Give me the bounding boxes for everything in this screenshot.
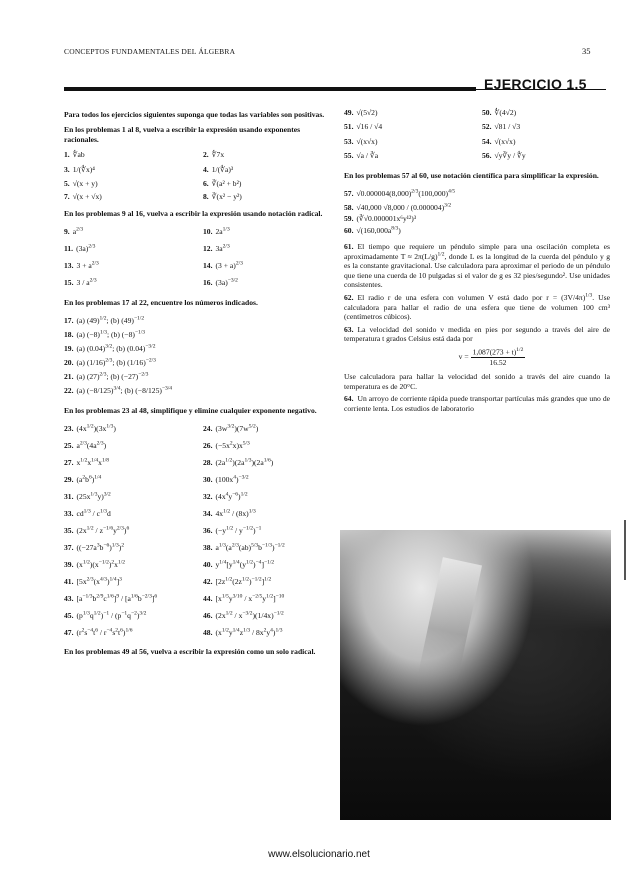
problem-expression: $(2x^{1/2} / z^{-1/6}y^{2/3})^6$ (76, 525, 130, 535)
problem-text: La velocidad del sonido v medida en pies por segundo a través del aire de temperatura t grados Celsius está dada por (344, 324, 610, 344)
problem-number: 42. (203, 576, 213, 586)
left-column (64, 110, 332, 663)
problem-number: 46. (203, 610, 213, 620)
problems-17-22 (64, 313, 332, 397)
problem-item (203, 574, 332, 588)
problem-expression: $a^{2/3}(4a^{2/3})$ (76, 440, 107, 450)
problem-expression: √(x + √x) (72, 191, 102, 201)
problem-expression: $(2x^{1/2} / x^{-3/2})(1/4x)^{-1/2}$ (215, 610, 284, 620)
problem-item (203, 225, 332, 239)
problem-expression: $(r^2s^{-4}t^6 / r^{-4}s^2t^6)^{1/6}$ (76, 627, 133, 637)
problem-item (203, 421, 332, 435)
right-column (344, 108, 610, 416)
problem-expression: √40,000 $√8,000 / (0.000004)^{3/2}$ (356, 202, 452, 212)
problem-item (203, 192, 332, 201)
problems-23-48 (64, 421, 332, 639)
problem-item (64, 163, 193, 176)
problem-number: 52. (482, 122, 492, 132)
problem-expression: $a^{2/3}$ (72, 226, 84, 237)
problem-number: 26. (203, 440, 213, 450)
problem-number: 44. (203, 593, 213, 603)
formula-lhs: v = (458, 351, 469, 361)
problem-item (203, 625, 332, 639)
problem-number: 1. (64, 150, 70, 160)
problems-57-60 (344, 186, 610, 238)
problem-number: 35. (64, 525, 74, 535)
problem-number: 2. (203, 150, 209, 160)
problem-expression: $a^{1/3}(a^{2/3}(ab)^{5/3}b^{-1/3})^{-1/2}$ (215, 542, 285, 552)
problem-number: 18. (64, 329, 74, 339)
problem-expression: √(x + y) (72, 179, 98, 189)
problem-item (64, 327, 332, 341)
problem-expression: 1/(∜a)³ (211, 164, 234, 174)
problem-number: 10. (203, 227, 213, 237)
problem-number: 64. (344, 394, 354, 404)
instructions-17-22: En los problemas 17 al 22, encuentre los números indicados. (64, 297, 258, 307)
problem-number: 61. (344, 241, 354, 251)
problem-item (64, 355, 332, 369)
problem-number: 58. (344, 202, 354, 212)
problem-expression: ∜(4√2) (494, 108, 517, 117)
problem-expression: $3 / a^{2/3}$ (76, 277, 97, 288)
formula-numerator: $1,087(273 + t)^{1/2}$ (472, 346, 524, 357)
problem-expression: $cd^{1/3} / c^{1/3}d$ (76, 508, 111, 518)
problem-63-continued: Use calculadora para hallar la velocidad del sonido a través del aire cuando la temperatura es de 20°C. (344, 372, 610, 391)
problems-9-16 (64, 225, 332, 290)
problem-item (64, 540, 193, 554)
problem-number: 45. (64, 610, 74, 620)
problem-item (64, 591, 193, 605)
problem-item (64, 192, 193, 201)
problem-expression: $(x^{1/2}y^{1/4}z^{1/3} / 8x^2y^4)^{1/3}$ (215, 627, 283, 637)
problem-number: 59. (344, 214, 354, 224)
problem-expression: (a) $(49)^{1/2}$; (b) $(49)^{-1/2}$ (76, 315, 145, 325)
problem-item (203, 163, 332, 176)
problem-number: 7. (64, 191, 70, 201)
problem-expression: √(5√2) (356, 108, 378, 117)
problem-item (64, 455, 193, 469)
problem-item (203, 608, 332, 622)
problem-number: 62. (344, 293, 354, 303)
problem-expression: $(3a)^{2/3}$ (76, 243, 96, 254)
problem-item (344, 214, 610, 223)
problem-number: 50. (482, 108, 492, 117)
problem-expression: (∛√0.000001x⁶y¹²)³ (356, 214, 417, 224)
problem-number: 28. (203, 457, 213, 467)
problem-number: 29. (64, 474, 74, 484)
problem-number: 9. (64, 227, 70, 237)
problem-item (203, 540, 332, 554)
problem-expression: $(3w^{3/2})(7w^{5/2})$ (215, 423, 259, 433)
problem-expression: $(4x^4y^{-6})^{1/2}$ (215, 491, 248, 501)
problem-expression: $(3 + a)^{2/3}$ (215, 260, 243, 271)
problem-number: 34. (203, 508, 213, 518)
problem-item (344, 137, 472, 146)
running-header: CONCEPTOS FUNDAMENTALES DEL ÁLGEBRA (64, 47, 236, 56)
problem-expression: $((-27a^3b^{-6})^{1/3})^2$ (76, 542, 125, 552)
problem-text: Un arroyo de corriente rápida puede transportar partículas más grandes que uno de corriente lenta. Los estudios de laboratorio (344, 394, 610, 413)
problem-number: 3. (64, 164, 70, 174)
problem-expression: ∜ab (72, 150, 85, 160)
problem-item (64, 276, 193, 290)
instructions-57-60: En los problemas 57 al 60, use notación científica para simplificar la expresión. (344, 170, 599, 180)
problem-expression: $(3a)^{-3/2}$ (215, 277, 238, 288)
problem-expression: ∜7x (211, 150, 225, 160)
problem-number: 48. (203, 627, 213, 637)
problem-expression: $4x^{1/2} / (8x)^{1/3}$ (215, 508, 256, 518)
problem-item (64, 574, 193, 588)
problem-expression: (a) $(1/16)^{2/3}$; (b) $(1/16)^{-2/3}$ (76, 357, 156, 367)
footer-url: www.elsolucionario.net (268, 849, 370, 860)
problem-item (203, 591, 332, 605)
problem-number: 17. (64, 315, 74, 325)
problem-item (203, 506, 332, 520)
problem-61 (344, 242, 610, 290)
problem-item (482, 120, 610, 133)
problem-number: 22. (64, 386, 74, 396)
problem-expression: $3 + a^{2/3}$ (76, 260, 99, 271)
problem-number: 54. (482, 136, 492, 146)
problem-number: 19. (64, 343, 74, 353)
problem-expression: $[x^{1/5}y^{3/10} / x^{-2/5}y^{1/2}]^{-10}$ (215, 593, 285, 603)
problem-number: 40. (203, 559, 213, 569)
problem-expression: $√0.000004(8,000)^{2/3}(100,000)^{4/5}$ (356, 188, 456, 198)
problem-expression: $(-y^{1/2} / y^{-1/2})^{-1}$ (215, 525, 262, 535)
problem-expression: $(4x^{1/2})(3x^{1/3})$ (76, 423, 116, 433)
problem-item (64, 341, 332, 355)
problem-expression: ∛(a² + b²) (211, 179, 242, 189)
problem-expression: √81 / √3 (494, 122, 521, 132)
problem-item (482, 108, 610, 117)
problem-expression: $2a^{1/3}$ (215, 226, 230, 237)
problem-item (344, 224, 610, 238)
problem-number: 56. (482, 151, 492, 161)
problem-item (203, 150, 332, 159)
problem-item (203, 179, 332, 188)
formula-denominator: 16.52 (489, 357, 507, 367)
problem-expression: √(x√x) (494, 136, 516, 146)
problem-number: 36. (203, 525, 213, 535)
problem-number: 32. (203, 491, 213, 501)
instructions-9-16: En los problemas 9 al 16, vuelva a escribir la expresión usando notación radical. (64, 209, 323, 219)
problem-text: El radio r de una esfera con volumen V está dado por $r = (3V/4\pi)^{1/3}$. Use calculadora para hallar el radio de una esfera que tiene de volumen 100 cm³ (centímetros cúbicos). (344, 292, 610, 322)
problem-number: 15. (64, 278, 74, 288)
problem-expression: $3a^{2/3}$ (215, 243, 230, 254)
problem-item (64, 150, 193, 159)
problem-item (203, 438, 332, 452)
problem-number: 11. (64, 244, 74, 254)
problem-number: 23. (64, 423, 74, 433)
problem-item (482, 137, 610, 146)
problem-expression: √(x√x) (356, 136, 378, 146)
problem-item (64, 608, 193, 622)
problem-item (64, 369, 332, 383)
problem-number: 43. (64, 593, 74, 603)
problem-item (203, 455, 332, 469)
problem-expression: (a) $(27)^{2/3}$; (b) $(-27)^{-2/3}$ (76, 371, 149, 382)
problem-number: 31. (64, 491, 74, 501)
problem-number: 38. (203, 542, 213, 552)
problem-item (344, 149, 472, 162)
problem-item (64, 438, 193, 452)
header-rule (64, 87, 476, 91)
problem-number: 49. (344, 108, 354, 117)
problem-number: 30. (203, 474, 213, 484)
problem-number: 25. (64, 440, 74, 450)
problem-expression: ∛(x² − y²) (211, 191, 242, 201)
exercise-title: EJERCICIO 1.5 (484, 76, 587, 92)
problem-item (482, 149, 610, 162)
problem-expression: $x^{1/2}x^{1/4}x^{1/8}$ (76, 457, 109, 467)
problem-number: 60. (344, 226, 354, 236)
problem-number: 24. (203, 423, 213, 433)
problem-item (64, 421, 193, 435)
problem-expression: $(x^{1/2})(x^{-1/2})^2x^{1/2}$ (76, 559, 125, 569)
problem-63 (344, 325, 610, 344)
problem-expression: $(2a^{1/2})(2a^{1/3})(2a^{1/6})$ (215, 457, 274, 467)
problem-number: 8. (203, 191, 209, 201)
problem-number: 13. (64, 261, 74, 271)
problem-expression: $(p^{1/3}q^{1/2})^{-1} / (p^{-1}q^{-2})^{3/2}$ (76, 610, 147, 620)
sound-velocity-formula (374, 347, 610, 368)
problem-item (203, 242, 332, 256)
problem-number: 27. (64, 457, 74, 467)
problem-expression: 1/(∜x)⁴ (72, 164, 95, 174)
problem-item (64, 313, 332, 327)
problem-item (64, 225, 193, 239)
problem-expression: $(25x^{1/3}y)^{3/2}$ (76, 491, 111, 501)
problem-expression: $√(160,000a^{8/3})$ (356, 225, 401, 236)
problem-item (344, 186, 610, 200)
problem-number: 21. (64, 372, 74, 382)
problem-number: 14. (203, 261, 213, 271)
problem-expression: $[5x^{2/3}(x^{4/3})^{1/4}]^3$ (76, 576, 122, 586)
problem-number: 39. (64, 559, 74, 569)
problem-number: 47. (64, 627, 74, 637)
problem-expression: (a) $(-8)^{1/3}$; (b) $(-8)^{-1/3}$ (76, 329, 146, 339)
problem-expression: √y∛y / ∜y (494, 151, 526, 161)
problems-1-8 (64, 150, 332, 201)
problem-number: 51. (344, 122, 354, 132)
problem-item (203, 276, 332, 290)
instructions-23-48: En los problemas 23 al 48, simplifique y elimine cualquier exponente negativo. (64, 405, 317, 415)
problem-item (64, 384, 332, 398)
problem-number: 55. (344, 151, 354, 161)
problem-expression: √a / ∛a (356, 151, 379, 161)
scan-edge-mark (624, 520, 626, 580)
problem-item (64, 259, 193, 273)
problem-expression: √16 / √4 (356, 122, 383, 132)
problem-expression: $y^{1/4}[y^{1/4}(y^{1/2})^{-4}]^{-1/2}$ (215, 559, 275, 569)
problem-number: 5. (64, 179, 70, 189)
problem-number: 63. (344, 324, 354, 334)
problem-number: 12. (203, 244, 213, 254)
problem-item (64, 506, 193, 520)
problem-number: 20. (64, 358, 74, 367)
problem-item (64, 179, 193, 188)
formula-fraction (471, 347, 526, 368)
problem-number: 4. (203, 164, 209, 174)
page-number: 35 (582, 46, 591, 56)
problem-text: El tiempo que requiere un péndulo simple para una oscilación completa es aproximadamente $T \approx 2\pi(L/g)^{1/2}$, donde L es la longitud de la cuerda del péndulo y g es la constante gravitacional. Use calculadora para aproximar el periodo de un péndulo que tiene una cuerda de 10 pulgadas si el valor de g es 32 pies/segundo². Use unidades consistentes. (344, 241, 610, 290)
problem-expression: $(-5x^2x)x^{5/3}$ (215, 440, 250, 450)
instructions-1-8: En los problemas 1 al 8, vuelva a escribir la expresión usando exponentes racionales. (64, 125, 301, 144)
problem-item (344, 120, 472, 133)
problem-number: 53. (344, 136, 354, 146)
problem-item (64, 242, 193, 256)
problem-item (64, 625, 193, 639)
problem-item (64, 489, 193, 503)
instructions-intro: Para todos los ejercicios siguientes suponga que todas las variables son positivas. (64, 110, 325, 119)
problems-49-56 (344, 108, 610, 163)
problem-number: 37. (64, 542, 74, 552)
problem-number: 41. (64, 576, 74, 586)
problem-item (344, 200, 610, 214)
problem-item (203, 259, 332, 273)
instructions-49-56: En los problemas 49 al 56, vuelva a escribir la expresión como un solo radical. (64, 647, 316, 657)
problem-item (203, 472, 332, 486)
problem-item (203, 489, 332, 503)
problem-expression: $(a^2b^6)^{1/4}$ (76, 474, 102, 484)
problem-expression: $[a^{-1/3}b^{2/9}c^{1/6}]^9 / [a^{1/6}b^{-2/3}]^6$ (76, 593, 158, 603)
problem-number: 6. (203, 179, 209, 189)
problem-expression: (a) $(0.04)^{3/2}$; (b) $(0.04)^{-3/2}$ (76, 343, 156, 353)
problem-expression: $[2z^{1/2}(2z^{1/2})^{-1/2}]^{1/2}$ (215, 576, 272, 586)
problem-number: 33. (64, 508, 74, 518)
problem-64 (344, 394, 610, 413)
problem-item (203, 523, 332, 537)
problem-expression: (a) $(-8/125)^{3/4}$; (b) $(-8/125)^{-3/4}$ (76, 385, 173, 396)
problem-number: 57. (344, 188, 354, 198)
problem-62 (344, 293, 610, 322)
problem-item (203, 557, 332, 571)
problem-expression: $(100x^4)^{-3/2}$ (215, 474, 249, 484)
problem-item (344, 108, 472, 117)
problem-number: 16. (203, 278, 213, 288)
problem-item (64, 523, 193, 537)
problem-item (64, 472, 193, 486)
problem-item (64, 557, 193, 571)
